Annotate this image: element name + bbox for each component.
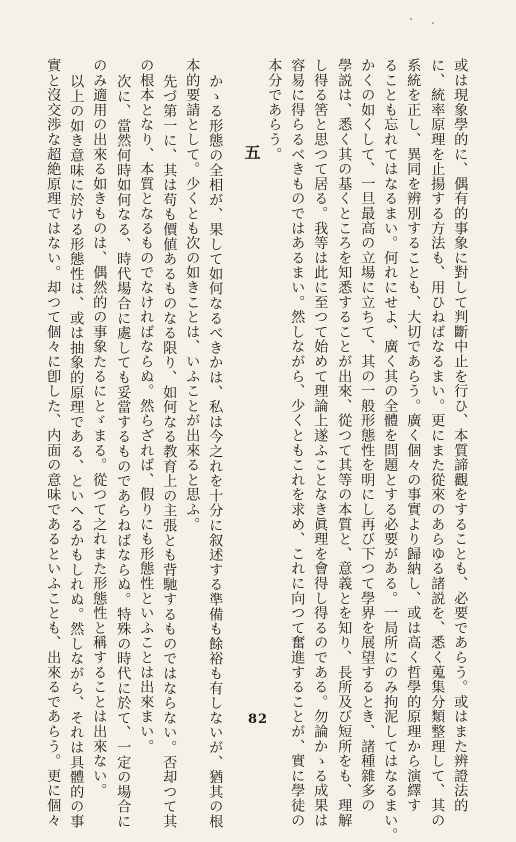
text-column: かゝる形態の全相が、果して如何なるべきかは、私は今之れを十分に叙述する準備も餘裕も有しないが、猶其の根	[207, 74, 224, 829]
text-column: 或は現象學的に、偶有的事象に對して判斷中止を行ひ、本質諦觀をすることも、必要であらう。或はまた辨證法的	[452, 58, 469, 813]
text-column: の根本となり、本質となるものでなければならぬ。然らざれば、假りにも形態性といふことは出來まい。	[138, 58, 155, 754]
text-column: 次に、當然何時如何なる、時代場合に處しても妥當するものであらねばならぬ。特殊の時代に於て、一定の場合に	[115, 74, 132, 829]
paper-speck	[432, 22, 434, 24]
text-column: し得る筈と思つて居る。我等は此に至つて始めて理論上遂ふことなき眞理を會得し得るのである。勿論かゝる成果は	[312, 58, 329, 828]
text-column: 先づ第一に、其は苟も價値あるものなる限り、如何なる教育上の主張とも背馳するものではならない。否却つて其	[161, 74, 178, 829]
text-column: ることも忘れてはなるまい。何れにせよ、廣く其の全體を問題とする必要がある。一局所にのみ拘泥してはなるまい。	[382, 58, 399, 842]
page-number: 82	[247, 712, 269, 727]
text-column: 系統を正し、異同を辨別することも、大切であらう。廣く個々の事實より歸納し、或は高く哲學的原理から演繹す	[405, 58, 422, 813]
text-column: に、統率原理を止揚する方法も、用ひねばなるまい。更にまた從來のあらゆる諸説を、悉く蒐集分類整理して、其の	[429, 58, 446, 828]
text-column: 以上の如き意味に於ける形態性は、或は抽象的原理である、といへるかもしれぬ。然しながら、それは具體的の事	[68, 74, 85, 829]
text-column: 容易に得らるべきものではあるまい。然しながら、少くともこれを求め、これに向つて奮進することが、實に學徒の	[289, 58, 306, 828]
text-column: 學説は、悉く其の基くところを知悉することが出來、從つて其等の本質と、意義とを知り、長所及び短所をも、理解	[336, 58, 353, 828]
text-column: のみ適用の出來る如きものは、偶然的の事象たるにとゞまる。從つて之れまた形態性と稱することは出來ない。	[91, 58, 108, 798]
text-column: 本分であらう。	[266, 58, 283, 162]
text-column: かくの如くして、一旦最高の立場に立ちて、其の一般形態性を明にし再び下つて學界を展望するとき、諸種雜多の	[359, 58, 376, 813]
text-column: 本的要請として。少くとも次の如きことは、いふことが出來ると思ふ。	[184, 58, 201, 532]
text-column: 實と沒交渉な超絶原理ではない。却つて個々に卽した、内面の意味であるといふことも、出來るであらう。更に個々	[45, 58, 62, 828]
section-heading: 五	[242, 144, 261, 160]
paper-speck	[410, 18, 412, 20]
